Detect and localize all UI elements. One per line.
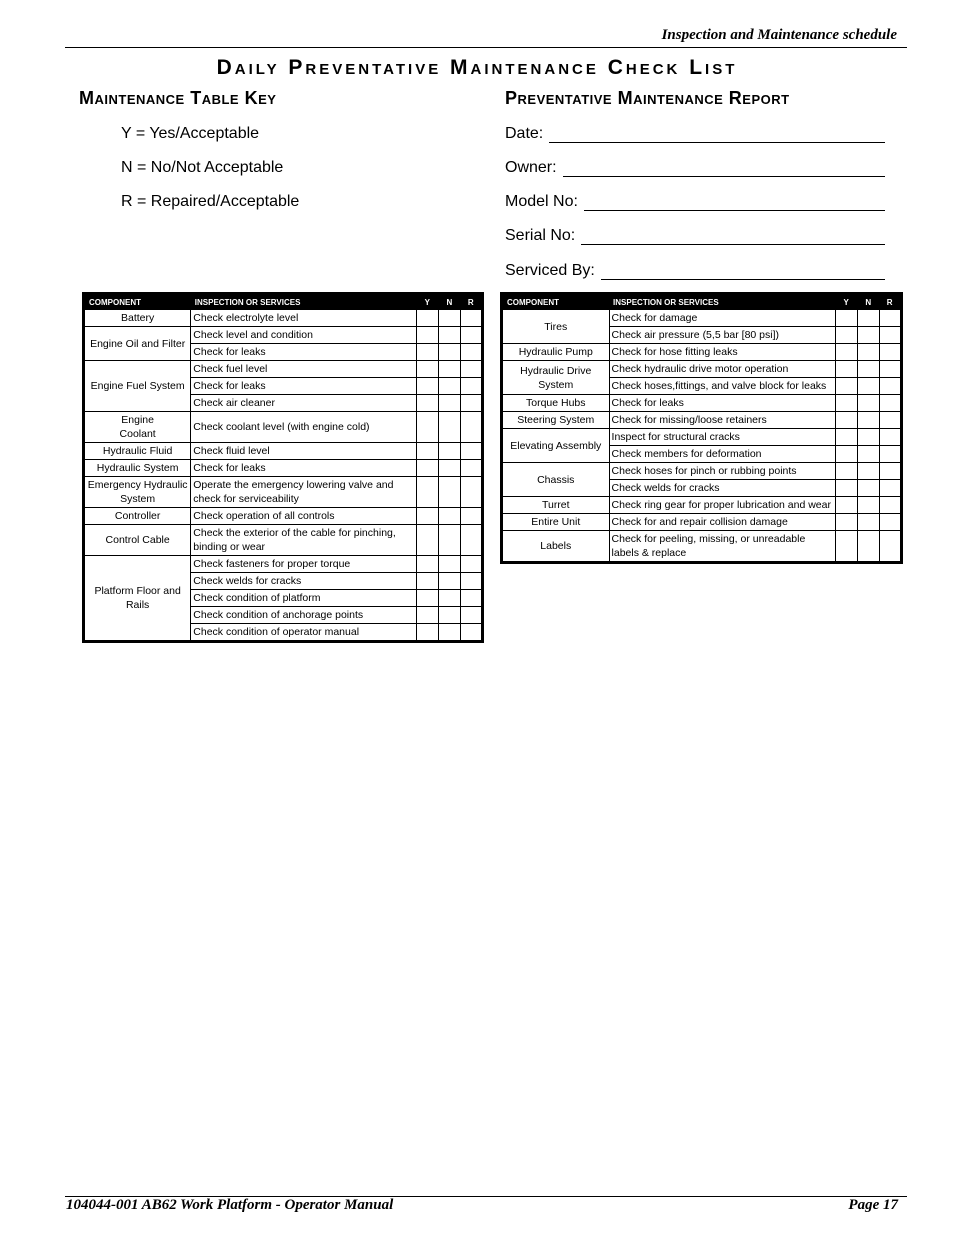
checkbox-n[interactable] — [438, 344, 460, 361]
inspection-cell: Check hydraulic drive motor operation — [609, 361, 835, 378]
table-row — [502, 429, 902, 446]
checkbox-y[interactable] — [835, 446, 857, 463]
checkbox-n[interactable] — [438, 508, 460, 525]
checkbox-y[interactable] — [835, 361, 857, 378]
checkbox-n[interactable] — [857, 514, 879, 531]
table-row — [502, 310, 902, 327]
inspection-cell: Check operation of all controls — [191, 508, 417, 525]
report-field-model — [505, 193, 885, 211]
footer-page-number: Page 17 — [848, 1197, 898, 1213]
checkbox-r[interactable] — [460, 344, 482, 361]
component-cell: Emergency Hydraulic System — [84, 477, 191, 508]
checkbox-r[interactable] — [460, 361, 482, 378]
inspection-cell: Check condition of platform — [191, 590, 417, 607]
checkbox-y[interactable] — [416, 508, 438, 525]
component-cell: Engine Oil and Filter — [84, 327, 191, 361]
checkbox-r[interactable] — [879, 327, 901, 344]
checkbox-n[interactable] — [438, 556, 460, 573]
component-cell: Tires — [502, 310, 610, 344]
component-cell: Torque Hubs — [502, 395, 610, 412]
inspection-cell: Check welds for cracks — [609, 480, 835, 497]
report-field-line[interactable] — [584, 196, 885, 211]
header-inspection: INSPECTION OR SERVICES — [609, 294, 835, 310]
checkbox-n[interactable] — [438, 310, 460, 327]
header-r: R — [460, 294, 482, 310]
checkbox-n[interactable] — [857, 497, 879, 514]
checkbox-n[interactable] — [438, 607, 460, 624]
header-rule — [65, 47, 907, 48]
component-cell: Engine Coolant — [84, 412, 191, 443]
inspection-cell: Check welds for cracks — [191, 573, 417, 590]
checkbox-y[interactable] — [416, 460, 438, 477]
table-row — [502, 497, 902, 514]
report-field-serviced-by — [505, 262, 885, 280]
header-component: COMPONENT — [502, 294, 610, 310]
checkbox-r[interactable] — [460, 525, 482, 556]
checkbox-n[interactable] — [857, 327, 879, 344]
checkbox-n[interactable] — [857, 446, 879, 463]
header-n: N — [438, 294, 460, 310]
inspection-cell: Check hoses,fittings, and valve block for leaks — [609, 378, 835, 395]
table-row — [84, 310, 483, 327]
checkbox-y[interactable] — [835, 310, 857, 327]
table-row — [502, 412, 902, 429]
running-header: Inspection and Maintenance schedule — [661, 27, 897, 43]
inspection-cell: Check ring gear for proper lubrication and wear — [609, 497, 835, 514]
report-field-label: Serial No: — [505, 227, 576, 244]
key-item-repaired: R = Repaired/Acceptable — [121, 193, 300, 210]
table-row — [84, 412, 483, 443]
checkbox-y[interactable] — [416, 573, 438, 590]
checkbox-n[interactable] — [857, 463, 879, 480]
checkbox-y[interactable] — [416, 590, 438, 607]
component-cell: Steering System — [502, 412, 610, 429]
checkbox-r[interactable] — [460, 443, 482, 460]
inspection-cell: Inspect for structural cracks — [609, 429, 835, 446]
table-row — [502, 344, 902, 361]
inspection-cell: Check condition of operator manual — [191, 624, 417, 642]
checkbox-y[interactable] — [835, 531, 857, 563]
checkbox-r[interactable] — [879, 361, 901, 378]
header-y: Y — [835, 294, 857, 310]
header-component: COMPONENT — [84, 294, 191, 310]
component-cell: Battery — [84, 310, 191, 327]
inspection-cell: Check for damage — [609, 310, 835, 327]
component-cell: Labels — [502, 531, 610, 563]
report-field-label: Serviced By: — [505, 262, 595, 279]
checkbox-r[interactable] — [460, 310, 482, 327]
checkbox-r[interactable] — [460, 556, 482, 573]
checkbox-y[interactable] — [416, 327, 438, 344]
report-field-label: Date: — [505, 125, 544, 142]
table-row — [502, 361, 902, 378]
checkbox-r[interactable] — [460, 460, 482, 477]
footer-manual-title: 104044-001 AB62 Work Platform - Operator Manual — [66, 1197, 394, 1213]
component-cell: Hydraulic System — [84, 460, 191, 477]
checkbox-y[interactable] — [416, 412, 438, 443]
checkbox-n[interactable] — [857, 531, 879, 563]
checkbox-y[interactable] — [835, 463, 857, 480]
header-y: Y — [416, 294, 438, 310]
checkbox-n[interactable] — [438, 395, 460, 412]
table-row — [502, 395, 902, 412]
checkbox-y[interactable] — [416, 624, 438, 642]
report-field-owner — [505, 159, 885, 177]
checkbox-r[interactable] — [879, 446, 901, 463]
checkbox-y[interactable] — [835, 378, 857, 395]
checkbox-n[interactable] — [438, 525, 460, 556]
checkbox-n[interactable] — [857, 429, 879, 446]
table-row — [84, 460, 483, 477]
inspection-cell: Operate the emergency lowering valve and check for serviceability — [191, 477, 417, 508]
checkbox-r[interactable] — [460, 573, 482, 590]
component-cell: Platform Floor and Rails — [84, 556, 191, 642]
inspection-cell: Check for leaks — [191, 378, 417, 395]
table-row — [84, 556, 483, 573]
header-n: N — [857, 294, 879, 310]
table-row — [84, 477, 483, 508]
checkbox-n[interactable] — [438, 378, 460, 395]
report-field-serial — [505, 227, 885, 245]
table-row — [84, 525, 483, 556]
checkbox-y[interactable] — [835, 395, 857, 412]
component-cell: Hydraulic Drive System — [502, 361, 610, 395]
table-row — [84, 508, 483, 525]
checkbox-y[interactable] — [835, 327, 857, 344]
report-field-line[interactable] — [601, 265, 885, 280]
checkbox-n[interactable] — [438, 443, 460, 460]
checkbox-y[interactable] — [416, 525, 438, 556]
checkbox-n[interactable] — [857, 361, 879, 378]
checkbox-y[interactable] — [416, 477, 438, 508]
checkbox-r[interactable] — [460, 508, 482, 525]
inspection-cell: Check air cleaner — [191, 395, 417, 412]
checkbox-r[interactable] — [879, 497, 901, 514]
page-title: Daily Preventative Maintenance Check List — [216, 56, 738, 79]
checkbox-r[interactable] — [879, 395, 901, 412]
checkbox-r[interactable] — [460, 477, 482, 508]
inspection-cell: Check for missing/loose retainers — [609, 412, 835, 429]
checkbox-r[interactable] — [460, 378, 482, 395]
inspection-cell: Check fuel level — [191, 361, 417, 378]
component-cell: Chassis — [502, 463, 610, 497]
checkbox-y[interactable] — [835, 514, 857, 531]
checkbox-r[interactable] — [879, 429, 901, 446]
checkbox-y[interactable] — [835, 412, 857, 429]
report-field-line[interactable] — [549, 128, 885, 143]
inspection-cell: Check for and repair collision damage — [609, 514, 835, 531]
table-row — [84, 327, 483, 344]
report-field-line[interactable] — [581, 230, 885, 245]
checkbox-r[interactable] — [879, 344, 901, 361]
checkbox-n[interactable] — [438, 412, 460, 443]
checkbox-n[interactable] — [857, 310, 879, 327]
checkbox-r[interactable] — [460, 607, 482, 624]
report-title: Preventative Maintenance Report — [505, 88, 790, 108]
checkbox-n[interactable] — [438, 361, 460, 378]
inspection-cell: Check the exterior of the cable for pinching, binding or wear — [191, 525, 417, 556]
checkbox-r[interactable] — [879, 378, 901, 395]
checkbox-r[interactable] — [460, 412, 482, 443]
checkbox-n[interactable] — [857, 395, 879, 412]
component-cell: Controller — [84, 508, 191, 525]
report-field-label: Owner: — [505, 159, 557, 176]
checkbox-n[interactable] — [438, 573, 460, 590]
inspection-cell: Check for leaks — [191, 344, 417, 361]
checklist-table-right — [500, 292, 903, 564]
checkbox-r[interactable] — [460, 590, 482, 607]
checkbox-y[interactable] — [835, 429, 857, 446]
checkbox-y[interactable] — [835, 497, 857, 514]
component-cell: Control Cable — [84, 525, 191, 556]
checkbox-n[interactable] — [438, 327, 460, 344]
checkbox-r[interactable] — [879, 514, 901, 531]
checkbox-n[interactable] — [438, 624, 460, 642]
checklist-table-left — [82, 292, 484, 643]
inspection-cell: Check for hose fitting leaks — [609, 344, 835, 361]
inspection-cell: Check level and condition — [191, 327, 417, 344]
header-inspection: INSPECTION OR SERVICES — [191, 294, 417, 310]
table-row — [502, 531, 902, 563]
report-field-date — [505, 125, 885, 143]
checkbox-n[interactable] — [857, 378, 879, 395]
checkbox-r[interactable] — [460, 395, 482, 412]
table-row — [502, 514, 902, 531]
checkbox-y[interactable] — [416, 607, 438, 624]
checkbox-r[interactable] — [879, 480, 901, 497]
table-row — [84, 361, 483, 378]
checkbox-y[interactable] — [416, 344, 438, 361]
checkbox-y[interactable] — [416, 310, 438, 327]
checkbox-r[interactable] — [879, 310, 901, 327]
report-field-line[interactable] — [563, 162, 885, 177]
inspection-cell: Check for leaks — [191, 460, 417, 477]
checkbox-r[interactable] — [460, 624, 482, 642]
checkbox-n[interactable] — [857, 412, 879, 429]
inspection-cell: Check hoses for pinch or rubbing points — [609, 463, 835, 480]
inspection-cell: Check members for deformation — [609, 446, 835, 463]
checkbox-n[interactable] — [857, 480, 879, 497]
inspection-cell: Check coolant level (with engine cold) — [191, 412, 417, 443]
checkbox-y[interactable] — [416, 556, 438, 573]
component-cell: Engine Fuel System — [84, 361, 191, 412]
checkbox-r[interactable] — [879, 412, 901, 429]
checkbox-y[interactable] — [416, 378, 438, 395]
checkbox-n[interactable] — [857, 344, 879, 361]
component-cell: Elevating Assembly — [502, 429, 610, 463]
checkbox-n[interactable] — [438, 477, 460, 508]
checkbox-y[interactable] — [835, 344, 857, 361]
table-row — [84, 443, 483, 460]
checkbox-y[interactable] — [416, 395, 438, 412]
key-title: Maintenance Table Key — [79, 88, 277, 108]
inspection-cell: Check for peeling, missing, or unreadable labels & replace — [609, 531, 835, 563]
checkbox-y[interactable] — [416, 361, 438, 378]
checkbox-n[interactable] — [438, 460, 460, 477]
inspection-cell: Check for leaks — [609, 395, 835, 412]
component-cell: Hydraulic Fluid — [84, 443, 191, 460]
table-row — [502, 463, 902, 480]
report-field-label: Model No: — [505, 193, 578, 210]
header-r: R — [879, 294, 901, 310]
inspection-cell: Check fasteners for proper torque — [191, 556, 417, 573]
checkbox-r[interactable] — [879, 463, 901, 480]
inspection-cell: Check condition of anchorage points — [191, 607, 417, 624]
component-cell: Hydraulic Pump — [502, 344, 610, 361]
inspection-cell: Check fluid level — [191, 443, 417, 460]
checkbox-y[interactable] — [835, 480, 857, 497]
inspection-cell: Check electrolyte level — [191, 310, 417, 327]
checkbox-n[interactable] — [438, 590, 460, 607]
checkbox-r[interactable] — [879, 531, 901, 563]
key-item-yes: Y = Yes/Acceptable — [121, 125, 260, 142]
component-cell: Entire Unit — [502, 514, 610, 531]
key-item-no: N = No/Not Acceptable — [121, 159, 284, 176]
inspection-cell: Check air pressure (5,5 bar [80 psi]) — [609, 327, 835, 344]
component-cell: Turret — [502, 497, 610, 514]
checkbox-y[interactable] — [416, 443, 438, 460]
checkbox-r[interactable] — [460, 327, 482, 344]
